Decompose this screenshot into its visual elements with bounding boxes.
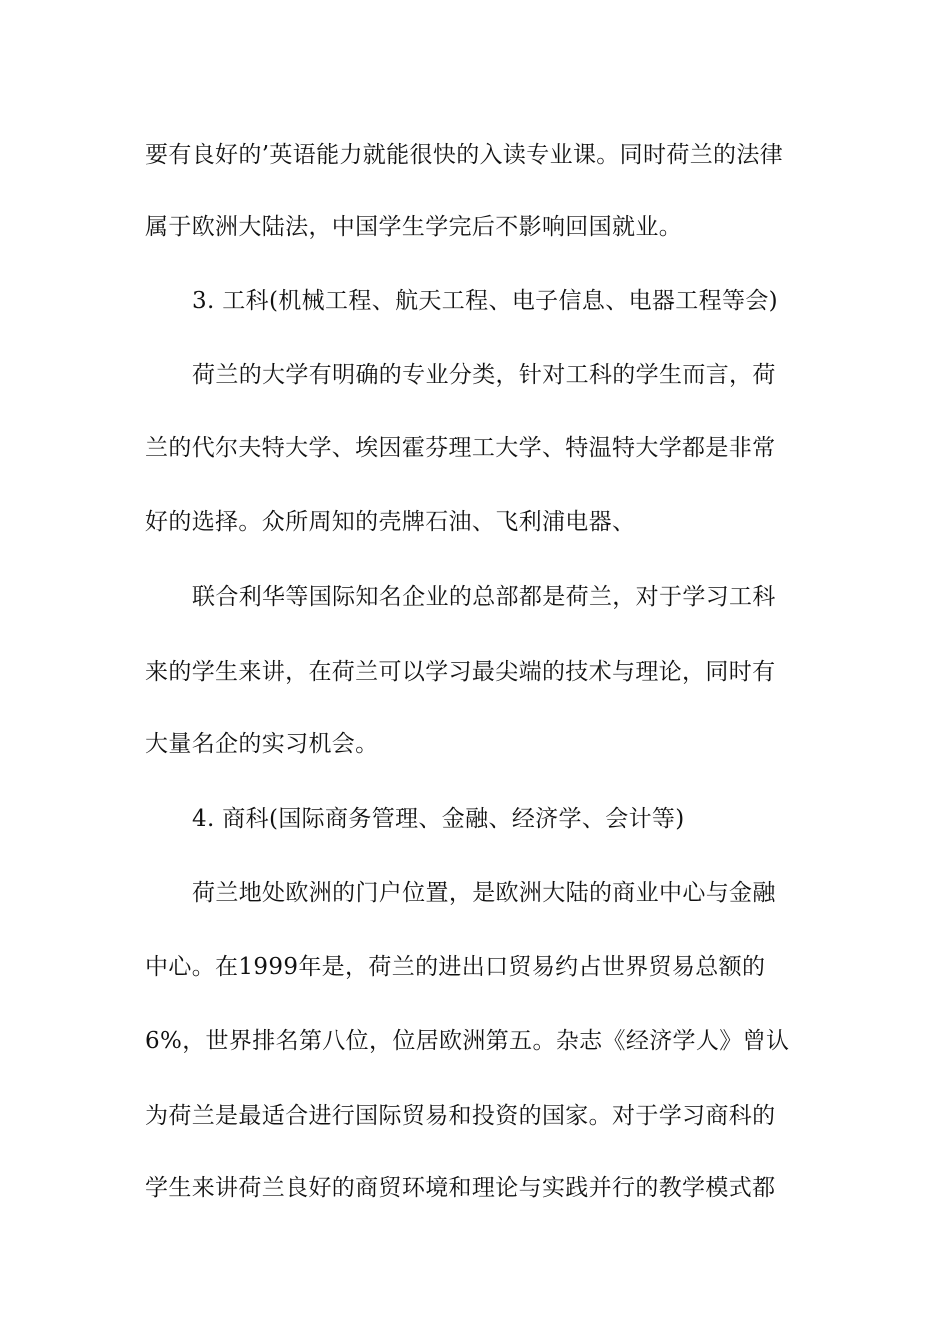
paragraph-line: 6%，世界排名第八位，位居欧洲第五。杂志《经济学人》曾认: [145, 1028, 790, 1054]
paragraph-line: 为荷兰是最适合进行国际贸易和投资的国家。对于学习商科的: [145, 1103, 776, 1129]
paragraph-line: 大量名企的实习机会。: [145, 731, 379, 757]
paragraph-line: 属于欧洲大陆法，中国学生学完后不影响回国就业。: [145, 214, 683, 240]
paragraph-line: 来的学生来讲，在荷兰可以学习最尖端的技术与理论，同时有: [145, 659, 776, 685]
section-heading: 4. 商科(国际商务管理、金融、经济学、会计等): [192, 806, 685, 832]
section-heading: 3. 工科(机械工程、航天工程、电子信息、电器工程等会): [192, 288, 779, 314]
paragraph-line: 荷兰地处欧洲的门户位置，是欧洲大陆的商业中心与金融: [192, 880, 776, 906]
paragraph-line: 好的选择。众所周知的壳牌石油、飞利浦电器、: [145, 509, 636, 535]
paragraph-line: 荷兰的大学有明确的专业分类，针对工科的学生而言，荷: [192, 362, 776, 388]
paragraph-line: 联合利华等国际知名企业的总部都是荷兰，对于学习工科: [192, 584, 776, 610]
paragraph-line: 学生来讲荷兰良好的商贸环境和理论与实践并行的教学模式都: [145, 1175, 776, 1201]
paragraph-line: 中心。在1999年是，荷兰的进出口贸易约占世界贸易总额的: [145, 954, 766, 980]
paragraph-line: 要有良好的’英语能力就能很快的入读专业课。同时荷兰的法律: [145, 142, 784, 168]
paragraph-line: 兰的代尔夫特大学、埃因霍芬理工大学、特温特大学都是非常: [145, 435, 776, 461]
